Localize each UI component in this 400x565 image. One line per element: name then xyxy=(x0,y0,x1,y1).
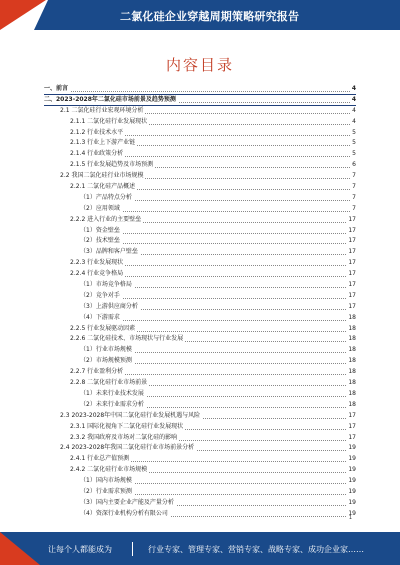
toc-entry[interactable] xyxy=(44,378,356,389)
toc-entry-title: 2.4 2023-2028年我国二氯化硅行业市场前景分析 xyxy=(60,443,196,454)
toc-entry[interactable] xyxy=(44,280,356,291)
toc-entry-page: 18 xyxy=(346,400,356,411)
toc-entry[interactable] xyxy=(44,95,356,106)
toc-entry[interactable] xyxy=(44,204,356,215)
toc-entry[interactable] xyxy=(44,106,356,117)
toc-entry-title: （1）产品特点分析 xyxy=(80,193,134,204)
toc-entry-title: 2.2.8 二氯化硅行业市场前景 xyxy=(70,378,149,389)
toc-entry-title: （2）竞争对手 xyxy=(80,291,122,302)
toc-entry-page: 19 xyxy=(346,509,356,520)
toc-entry-page: 5 xyxy=(350,149,356,160)
toc-dot-leader xyxy=(44,91,350,92)
toc-entry[interactable] xyxy=(44,313,356,324)
toc-entry-title: （3）品牌和客户壁垒 xyxy=(80,247,140,258)
toc-entry-title: 一、前言 xyxy=(44,84,70,95)
toc-entry[interactable] xyxy=(44,345,356,356)
toc-entry-page: 7 xyxy=(350,193,356,204)
footer-accent xyxy=(0,532,40,565)
toc-entry[interactable] xyxy=(44,443,356,454)
toc-entry[interactable] xyxy=(44,454,356,465)
toc-entry[interactable] xyxy=(44,302,356,313)
toc-entry-page: 17 xyxy=(346,422,356,433)
toc-entry-title: 2.2.3 行业发展现状 xyxy=(70,258,125,269)
toc-entry-page: 19 xyxy=(346,498,356,509)
toc-entry-title: （2）行业需求预测 xyxy=(80,487,134,498)
toc-entry-title: （1）资金壁垒 xyxy=(80,226,122,237)
toc-entry-title: 2.3 2023-2028年中国二氯化硅行业发展机遇与风险 xyxy=(60,411,202,422)
toc-entry[interactable] xyxy=(44,258,356,269)
toc-entry-page: 7 xyxy=(350,204,356,215)
toc-entry-page: 18 xyxy=(346,367,356,378)
toc-entry-title: （1）未来行业技术发展 xyxy=(80,389,146,400)
toc-entry[interactable] xyxy=(44,433,356,444)
report-footer xyxy=(0,532,400,565)
toc-entry[interactable] xyxy=(44,400,356,411)
toc-entry-title: 2.4.2 二氯化硅行业市场规模 xyxy=(70,465,149,476)
toc-entry-title: 2.2.4 行业竞争格局 xyxy=(70,269,125,280)
toc-entry-title: 2.1.2 行业技术水平 xyxy=(70,128,125,139)
toc-entry-title: 2.1.4 行业政策分析 xyxy=(70,149,125,160)
toc-entry-title: （2）技术壁垒 xyxy=(80,236,122,247)
toc-entry[interactable] xyxy=(44,149,356,160)
toc-entry[interactable] xyxy=(44,411,356,422)
toc-entry-page: 19 xyxy=(346,454,356,465)
toc-entry-page: 19 xyxy=(346,443,356,454)
toc-entry[interactable] xyxy=(44,498,356,509)
toc-entry[interactable] xyxy=(44,476,356,487)
footer-slogan-right: 行业专家、管理专家、营销专家、战略专家、成功企业家…… xyxy=(148,545,364,554)
toc-entry-page: 17 xyxy=(346,433,356,444)
toc-entry-page: 17 xyxy=(346,291,356,302)
toc-entry-page: 5 xyxy=(350,128,356,139)
toc-heading: 内容目录 xyxy=(165,56,234,74)
toc-entry-page: 18 xyxy=(346,345,356,356)
toc-entry-page: 17 xyxy=(346,302,356,313)
toc-entry-title: 2.1.5 行业发展趋势及市场预测 xyxy=(70,160,155,171)
toc-entry-page: 4 xyxy=(350,117,356,128)
toc-entry-page: 6 xyxy=(350,160,356,171)
toc-entry[interactable] xyxy=(44,171,356,182)
toc-entry-title: （2）应用领域 xyxy=(80,204,122,215)
toc-entry-page: 4 xyxy=(350,95,356,106)
toc-entry[interactable] xyxy=(44,465,356,476)
table-of-contents xyxy=(44,84,356,520)
toc-entry[interactable] xyxy=(44,236,356,247)
toc-entry-title: （1）国内市场规模 xyxy=(80,476,134,487)
toc-entry[interactable] xyxy=(44,160,356,171)
toc-entry-page: 19 xyxy=(346,487,356,498)
toc-entry[interactable] xyxy=(44,84,356,95)
toc-entry-page: 17 xyxy=(346,247,356,258)
toc-entry[interactable] xyxy=(44,247,356,258)
toc-entry[interactable] xyxy=(44,117,356,128)
header-accent xyxy=(0,0,46,30)
toc-entry-title: （1）行业市场规模 xyxy=(80,345,134,356)
toc-entry[interactable] xyxy=(44,138,356,149)
toc-entry[interactable] xyxy=(44,269,356,280)
toc-entry-title: （4）资深行业机构分析有限公司 xyxy=(80,509,170,520)
toc-entry-page: 7 xyxy=(350,182,356,193)
toc-entry[interactable] xyxy=(44,215,356,226)
toc-entry-page: 18 xyxy=(346,389,356,400)
toc-entry-page: 17 xyxy=(346,215,356,226)
toc-entry[interactable] xyxy=(44,509,356,520)
toc-entry-page: 4 xyxy=(350,106,356,117)
toc-entry[interactable] xyxy=(44,356,356,367)
toc-entry-page: 18 xyxy=(346,334,356,345)
page-number: 1 xyxy=(348,515,352,521)
toc-entry-title: 2.2.1 二氯化硅产品概述 xyxy=(70,182,137,193)
toc-entry[interactable] xyxy=(44,422,356,433)
toc-entry-title: 2.2 我国二氯化硅行业市场规模 xyxy=(60,171,145,182)
toc-entry-title: 2.2.5 行业发展驱动因素 xyxy=(70,324,137,335)
toc-entry[interactable] xyxy=(44,324,356,335)
toc-entry-title: 2.1.3 行业上下游产业链 xyxy=(70,138,137,149)
toc-entry-page: 17 xyxy=(346,258,356,269)
toc-entry-title: （3）国内主要企业产能及产量分析 xyxy=(80,498,176,509)
toc-entry-page: 17 xyxy=(346,269,356,280)
toc-entry-page: 17 xyxy=(346,236,356,247)
footer-divider xyxy=(132,542,133,556)
toc-entry-page: 18 xyxy=(346,324,356,335)
toc-entry-page: 18 xyxy=(346,378,356,389)
toc-entry-title: （1）市场竞争格局 xyxy=(80,280,134,291)
toc-entry[interactable] xyxy=(44,367,356,378)
toc-entry-page: 19 xyxy=(346,476,356,487)
toc-entry-title: 2.3.2 我国政府及市场对二氯化硅的影响 xyxy=(70,433,179,444)
toc-entry-title: （4）下游需求 xyxy=(80,313,122,324)
footer-slogan-left: 让每个人都能成为 xyxy=(48,545,112,554)
toc-entry[interactable] xyxy=(44,291,356,302)
toc-entry-page: 17 xyxy=(346,280,356,291)
toc-entry-title: （3）上游供应商分析 xyxy=(80,302,140,313)
toc-entry-page: 7 xyxy=(350,171,356,182)
report-title: 二氯化硅企业穿越周期策略研究报告 xyxy=(120,10,300,23)
toc-entry-title: （2）未来行业需求分析 xyxy=(80,400,146,411)
toc-entry-title: 2.1.1 二氯化硅行业发展现状 xyxy=(70,117,149,128)
toc-entry-title: 2.2.2 进入行业的主要壁垒 xyxy=(70,215,143,226)
toc-entry-page: 4 xyxy=(350,84,356,95)
toc-entry-page: 17 xyxy=(346,226,356,237)
toc-entry[interactable] xyxy=(44,487,356,498)
toc-entry-title: 2.4.1 行业总产值预测 xyxy=(70,454,131,465)
report-header xyxy=(0,0,400,30)
toc-entry-title: （2）市场规模预测 xyxy=(80,356,134,367)
toc-entry-title: 2.3.1 国际化视角下二氯化硅行业发展现状 xyxy=(70,422,185,433)
toc-entry[interactable] xyxy=(44,226,356,237)
toc-entry[interactable] xyxy=(44,128,356,139)
toc-entry-page: 5 xyxy=(350,138,356,149)
toc-entry-title: 2.2.6 二氯化硅技术、市场现状与行业发展 xyxy=(70,334,185,345)
toc-entry[interactable] xyxy=(44,193,356,204)
toc-entry[interactable] xyxy=(44,334,356,345)
toc-entry-title: 2.1 二氯化硅行业宏观环境分析 xyxy=(60,106,145,117)
toc-entry-title: 2.2.7 行业盈利分析 xyxy=(70,367,125,378)
toc-entry[interactable] xyxy=(44,389,356,400)
toc-entry-page: 18 xyxy=(346,313,356,324)
toc-entry[interactable] xyxy=(44,182,356,193)
toc-entry-page: 19 xyxy=(346,465,356,476)
toc-entry-page: 18 xyxy=(346,356,356,367)
toc-entry-title: 二、2023-2028年二氯化硅市场前景及趋势预测 xyxy=(44,95,178,106)
toc-entry-page: 17 xyxy=(346,411,356,422)
